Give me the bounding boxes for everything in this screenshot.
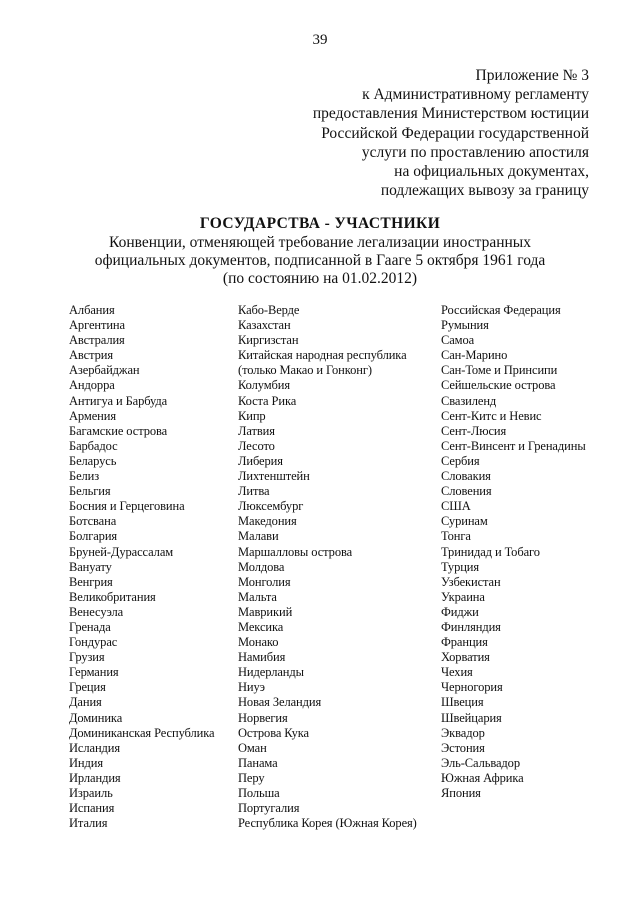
- country-list-item: Китайская народная республика: [238, 348, 407, 363]
- country-list-item: Мальта: [238, 589, 277, 604]
- country-list-item: Сан-Марино: [441, 348, 508, 363]
- country-list-item: Финляндия: [441, 619, 501, 634]
- country-list-item: Доминика: [69, 710, 123, 725]
- country-list-item: Сент-Люсия: [441, 423, 507, 438]
- country-list-item: Намибия: [238, 650, 286, 665]
- document-title: ГОСУДАРСТВА - УЧАСТНИКИ: [199, 215, 441, 232]
- country-list-item: Монголия: [238, 574, 291, 589]
- appendix-line: Приложение № 3: [475, 67, 589, 84]
- country-list-item: Тонга: [441, 529, 471, 544]
- country-list-item: Российская Федерация: [441, 303, 561, 317]
- country-list-item: Самоа: [441, 333, 475, 348]
- country-list-item: Латвия: [238, 423, 275, 438]
- country-list-item: Румыния: [441, 318, 489, 333]
- country-list-item: Италия: [69, 816, 108, 831]
- country-list-item: Израиль: [69, 786, 113, 800]
- country-list-item: Барбадос: [69, 438, 118, 453]
- country-list-item: Лихтенштейн: [238, 469, 310, 484]
- country-list-item: Ниуэ: [238, 680, 265, 695]
- country-list-item: Япония: [441, 786, 481, 800]
- country-list-item: Венесуэла: [69, 604, 124, 619]
- country-list-item: Украина: [441, 589, 485, 604]
- country-list-item: США: [441, 499, 471, 514]
- country-list-item: Новая Зеландия: [238, 695, 322, 710]
- country-list-item: Либерия: [238, 453, 283, 468]
- country-list-item: Маршалловы острова: [238, 544, 353, 559]
- country-list-item: Молдова: [238, 559, 285, 574]
- appendix-header: [269, 66, 589, 200]
- country-column-3: [441, 303, 586, 801]
- country-list-item: Южная Африка: [441, 770, 524, 785]
- country-list-item: Кабо-Верде: [238, 303, 300, 317]
- country-list-item: Португалия: [238, 801, 300, 816]
- country-list-item: Азербайджан: [69, 363, 140, 378]
- subtitle-line: (по состоянию на 01.02.2012): [222, 270, 418, 288]
- country-list-item: Лесото: [238, 438, 275, 453]
- country-list-item: Оман: [238, 740, 267, 755]
- appendix-line: на официальных документах,: [394, 163, 589, 181]
- country-list-item: Литва: [238, 484, 270, 499]
- country-list-item: Маврикий: [238, 604, 293, 619]
- country-list-item: (только Макао и Гонконг): [238, 363, 372, 378]
- country-list-item: Армения: [69, 408, 116, 423]
- page-number: 39: [312, 32, 328, 48]
- country-list-item: Исландия: [69, 740, 121, 755]
- country-list-item: Доминиканская Республика: [69, 725, 215, 740]
- country-list-item: Польша: [238, 786, 280, 800]
- country-list-item: Гондурас: [69, 635, 118, 650]
- country-list-item: Норвегия: [238, 710, 288, 725]
- country-list-item: Ирландия: [69, 770, 121, 785]
- country-list-item: Белиз: [69, 469, 100, 484]
- country-list-item: Бруней-Дурассалам: [69, 544, 174, 559]
- country-list-item: Сент-Китс и Невис: [441, 408, 542, 423]
- country-list-item: Словакия: [441, 469, 491, 484]
- country-list-item: Киргизстан: [238, 333, 299, 348]
- country-list-item: Эквадор: [441, 725, 485, 740]
- country-list-item: Турция: [441, 559, 480, 574]
- country-list-item: Великобритания: [69, 589, 156, 604]
- country-list-item: Монако: [238, 635, 279, 650]
- country-list-item: Словения: [441, 484, 492, 499]
- country-list-item: Дания: [69, 695, 102, 710]
- country-list-item: Венгрия: [69, 574, 113, 589]
- country-list-item: Черногория: [441, 680, 503, 695]
- country-list-item: Сербия: [441, 453, 480, 468]
- country-list-item: Суринам: [441, 514, 488, 529]
- country-list-item: Эстония: [441, 740, 485, 755]
- country-list-item: Греция: [69, 680, 106, 695]
- appendix-line: предоставления Министерством юстиции: [312, 105, 589, 123]
- country-list-item: Андорра: [69, 378, 115, 393]
- country-list-item: Свазиленд: [441, 393, 497, 408]
- country-column-1: [69, 303, 214, 831]
- subtitle-line: Конвенции, отменяющей требование легализации иностранных: [109, 234, 531, 251]
- country-list-item: Колумбия: [238, 378, 291, 393]
- country-list-item: Люксембург: [238, 499, 304, 514]
- appendix-line: услуги по проставлению апостиля: [361, 143, 589, 161]
- country-list-item: Сан-Томе и Принсипи: [441, 363, 558, 378]
- country-list-item: Индия: [69, 755, 104, 770]
- country-list-item: Вануату: [69, 559, 112, 574]
- country-list-item: Мексика: [238, 619, 284, 634]
- country-list-item: Фиджи: [441, 604, 479, 619]
- country-list-item: Босния и Герцеговина: [69, 499, 185, 514]
- country-list-item: Гренада: [69, 619, 111, 634]
- country-list-item: Сент-Винсент и Гренадины: [441, 438, 586, 453]
- country-list-item: Хорватия: [441, 650, 490, 665]
- country-list-item: Коста Рика: [238, 393, 297, 408]
- country-column-2: [238, 303, 417, 831]
- country-list-item: Узбекистан: [441, 574, 501, 589]
- country-list-item: Нидерланды: [238, 665, 304, 680]
- country-list-item: Панама: [238, 755, 278, 770]
- appendix-line: подлежащих вывозу за границу: [380, 182, 589, 200]
- country-list-item: Беларусь: [69, 453, 117, 468]
- appendix-line: Российской Федерации государственной: [321, 124, 589, 142]
- country-list-item: Ботсвана: [69, 514, 117, 529]
- country-list-item: Германия: [69, 665, 119, 680]
- country-list-item: Багамские острова: [69, 423, 168, 438]
- country-list-item: Албания: [69, 303, 115, 317]
- country-list-item: Острова Кука: [238, 725, 309, 740]
- country-list-item: Антигуа и Барбуда: [69, 393, 168, 408]
- country-list-item: Франция: [441, 635, 488, 650]
- country-list-item: Кипр: [238, 408, 266, 423]
- document-subtitle: [0, 234, 640, 289]
- country-list-item: Эль-Сальвадор: [441, 755, 520, 770]
- subtitle-line: официальных документов, подписанной в Гааге 5 октября 1961 года: [94, 252, 546, 270]
- appendix-line: к Административному регламенту: [362, 86, 589, 104]
- country-list-item: Испания: [69, 801, 115, 816]
- country-list-item: Австралия: [69, 333, 125, 348]
- country-list-item: Перу: [238, 770, 265, 785]
- country-list-item: Сейшельские острова: [441, 378, 556, 393]
- country-list-item: Малави: [238, 529, 279, 544]
- country-list-item: Болгария: [69, 529, 118, 544]
- country-list-item: Македония: [238, 514, 297, 529]
- country-list-item: Грузия: [69, 650, 105, 665]
- country-list-item: Швейцария: [441, 710, 502, 725]
- country-list-item: Швеция: [441, 695, 484, 710]
- country-list-item: Аргентина: [69, 318, 125, 333]
- country-list-item: Казахстан: [238, 318, 291, 333]
- country-list-item: Тринидад и Тобаго: [441, 544, 540, 559]
- country-list-item: Республика Корея (Южная Корея): [238, 816, 417, 831]
- country-list-item: Бельгия: [69, 484, 111, 499]
- country-list-item: Чехия: [441, 665, 473, 680]
- country-list-item: Австрия: [69, 348, 114, 363]
